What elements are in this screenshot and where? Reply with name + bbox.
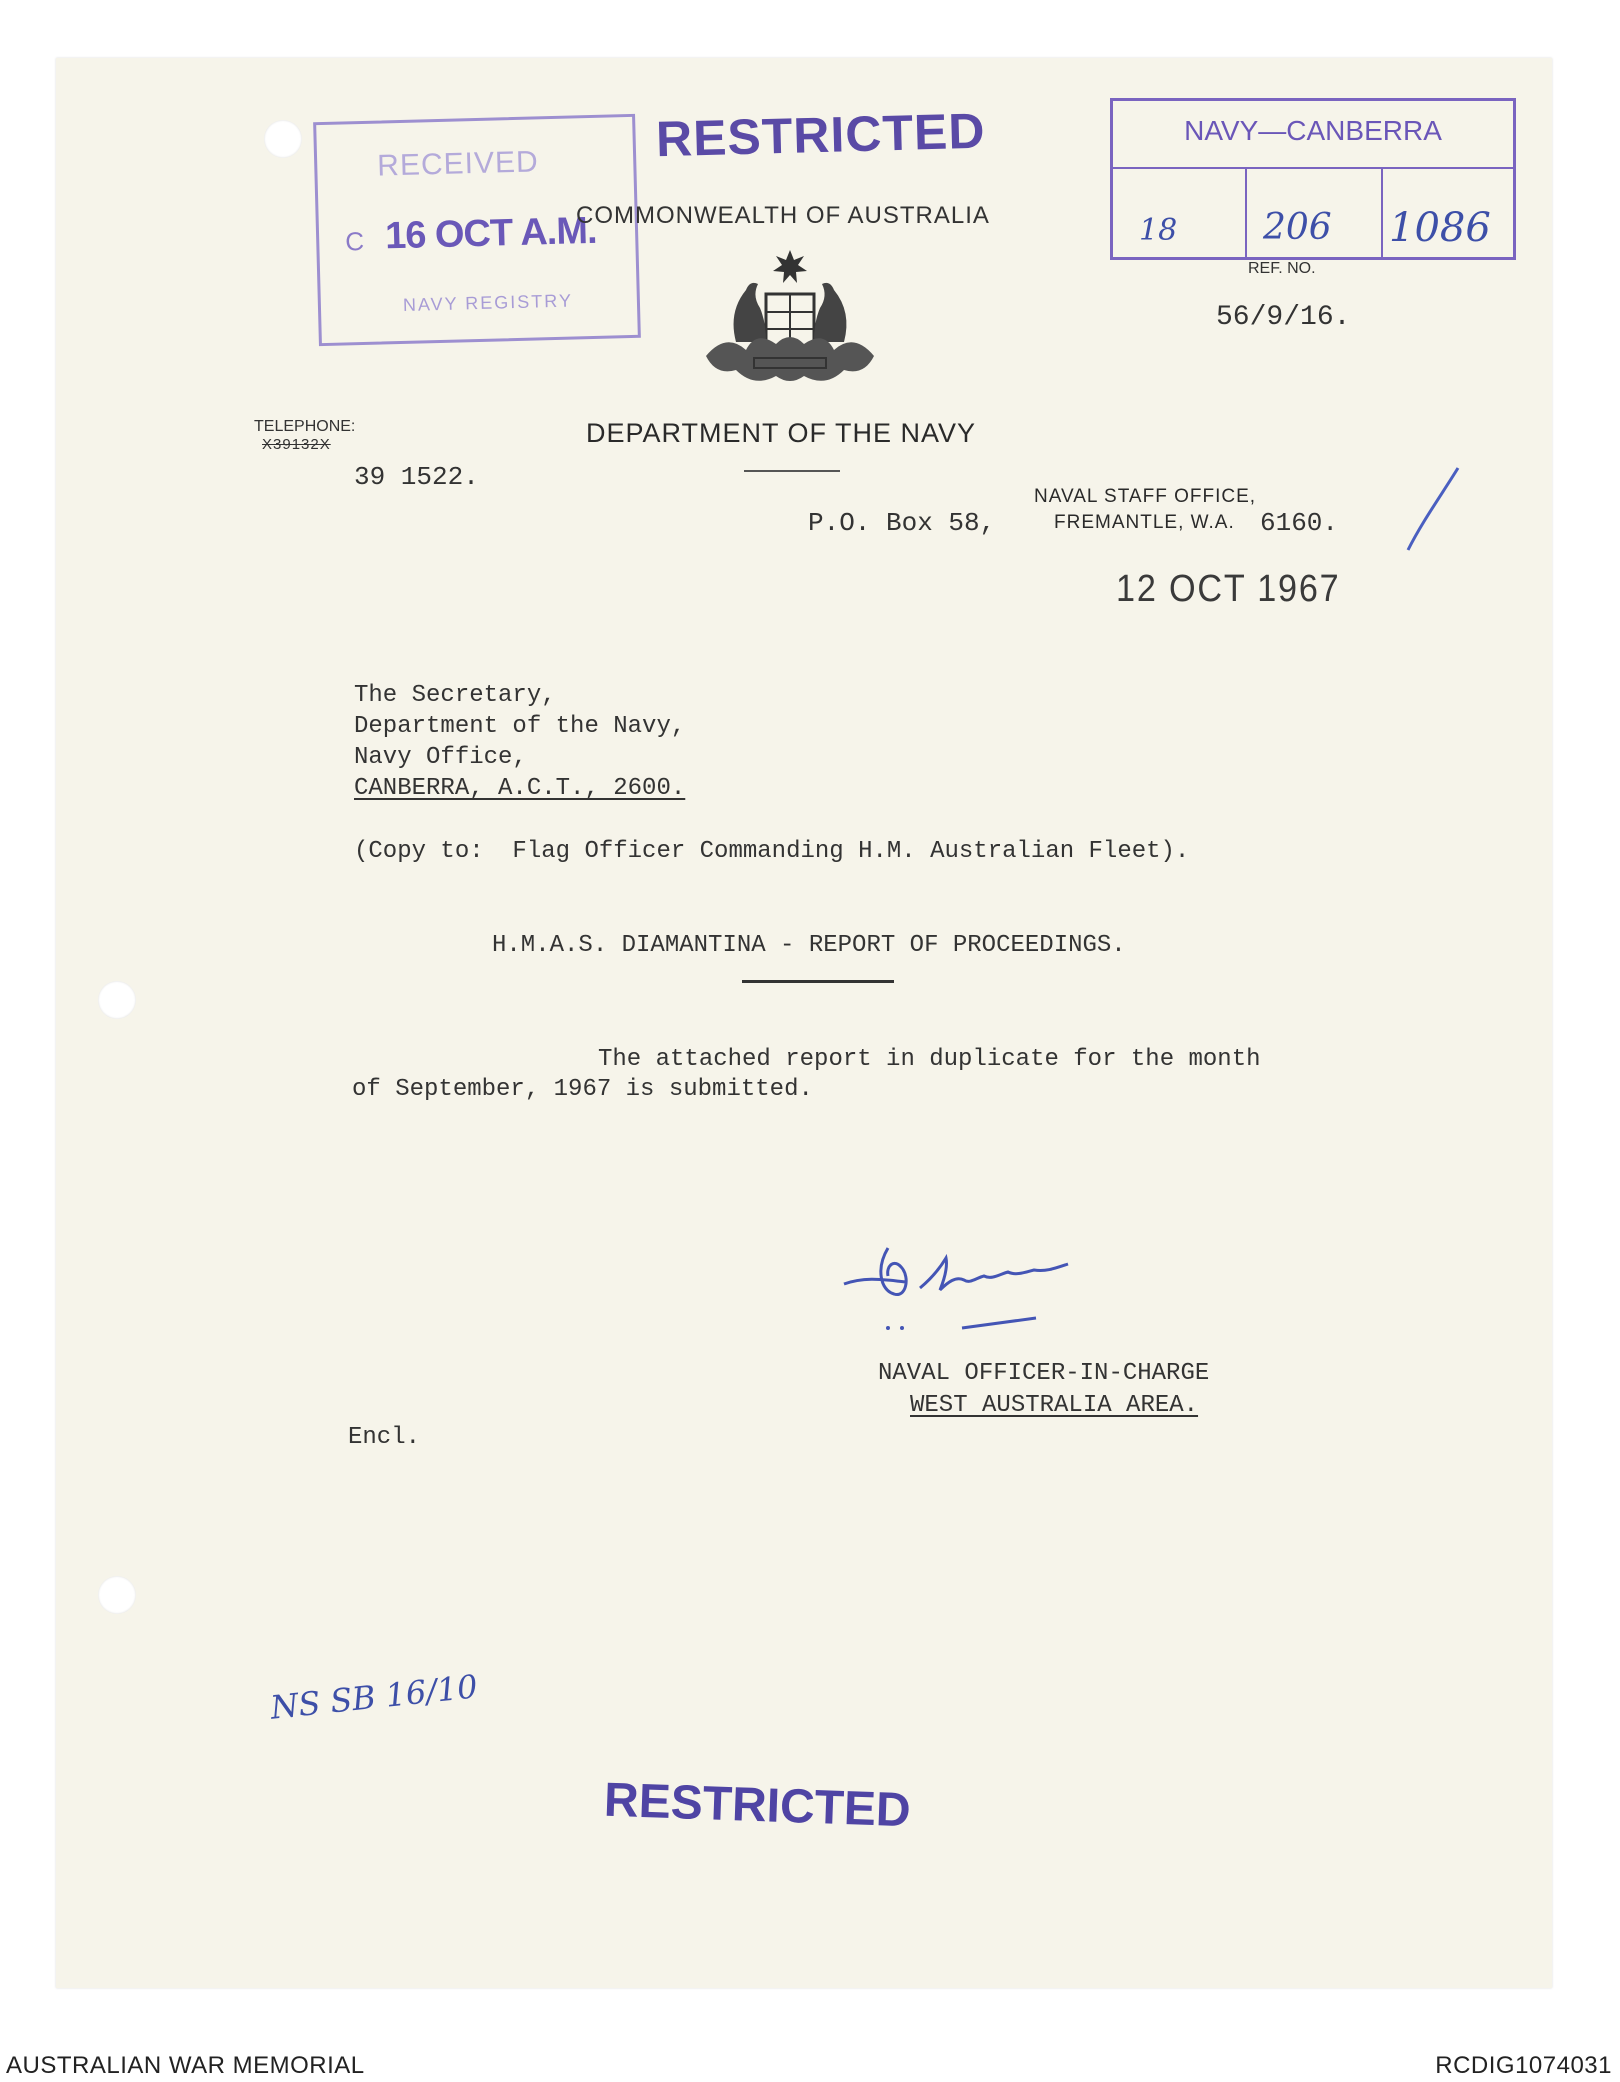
punch-hole-top [264, 120, 302, 158]
telephone-number: 39 1522. [354, 462, 479, 492]
department-heading: DEPARTMENT OF THE NAVY [586, 418, 977, 448]
punch-hole-middle [98, 981, 136, 1019]
po-box: P.O. Box 58, [808, 508, 996, 538]
document-page [56, 58, 1552, 1988]
blue-pen-mark [1402, 464, 1462, 554]
navy-canberra-divider [1113, 167, 1513, 169]
copy-to: (Copy to: Flag Officer Commanding H.M. Australian Fleet). [354, 838, 1190, 865]
navy-canberra-cell-divider-1 [1245, 167, 1247, 257]
received-stamp [313, 114, 641, 346]
postcode: 6160. [1260, 508, 1339, 538]
date-stamp: 12 OCT 1967 [1116, 568, 1341, 610]
telephone-label: TELEPHONE: [254, 418, 356, 435]
subject-line: H.M.A.S. DIAMANTINA - REPORT OF PROCEEDINGS. [492, 932, 1126, 959]
department-rule [744, 470, 840, 472]
ref-cell-2: 206 [1263, 207, 1332, 248]
body-line-2: of September, 1967 is submitted. [352, 1076, 813, 1103]
enclosure-label: Encl. [348, 1424, 421, 1451]
signature-title-1: NAVAL OFFICER-IN-CHARGE [878, 1360, 1210, 1387]
received-stamp-word: RECEIVED [376, 145, 540, 183]
ref-no-label: REF. NO. [1248, 260, 1316, 277]
ref-cell-1: 18 [1139, 213, 1178, 248]
signature-image [836, 1228, 1096, 1338]
footer-left: AUSTRALIAN WAR MEMORIAL [6, 2052, 365, 2079]
punch-hole-bottom [98, 1576, 136, 1614]
navy-canberra-title: NAVY—CANBERRA [1184, 115, 1442, 146]
navy-canberra-cell-divider-2 [1381, 167, 1383, 257]
subject-rule [742, 980, 894, 983]
handwritten-note: NS SB 16/10 [268, 1667, 480, 1727]
coat-of-arms-icon [696, 246, 884, 392]
restricted-stamp-top: RESTRICTED [655, 102, 987, 168]
telephone-struck-number: X39132X [262, 436, 331, 453]
received-stamp-prefix: C [344, 225, 365, 257]
received-stamp-registry: NAVY REGISTRY [402, 290, 574, 315]
recipient-line-4: CANBERRA, A.C.T., 2600. [354, 775, 686, 802]
naval-staff-office: NAVAL STAFF OFFICE, [1034, 486, 1257, 507]
body-line-1: The attached report in duplicate for the month [598, 1046, 1261, 1073]
navy-canberra-stamp [1110, 98, 1516, 260]
footer-right: RCDIG1074031 [1435, 2052, 1612, 2079]
ref-cell-3: 1086 [1389, 205, 1491, 251]
restricted-stamp-bottom: RESTRICTED [603, 1773, 912, 1838]
fremantle-wa: FREMANTLE, W.A. [1054, 512, 1235, 533]
received-stamp-date: 16 OCT A.M. [384, 209, 598, 258]
ref-no-value: 56/9/16. [1216, 302, 1351, 333]
recipient-line-2: Department of the Navy, [354, 713, 686, 740]
signature-title-2: WEST AUSTRALIA AREA. [910, 1392, 1199, 1419]
recipient-line-1: The Secretary, [354, 682, 556, 709]
recipient-line-3: Navy Office, [354, 744, 527, 771]
commonwealth-heading: COMMONWEALTH OF AUSTRALIA [576, 202, 990, 229]
